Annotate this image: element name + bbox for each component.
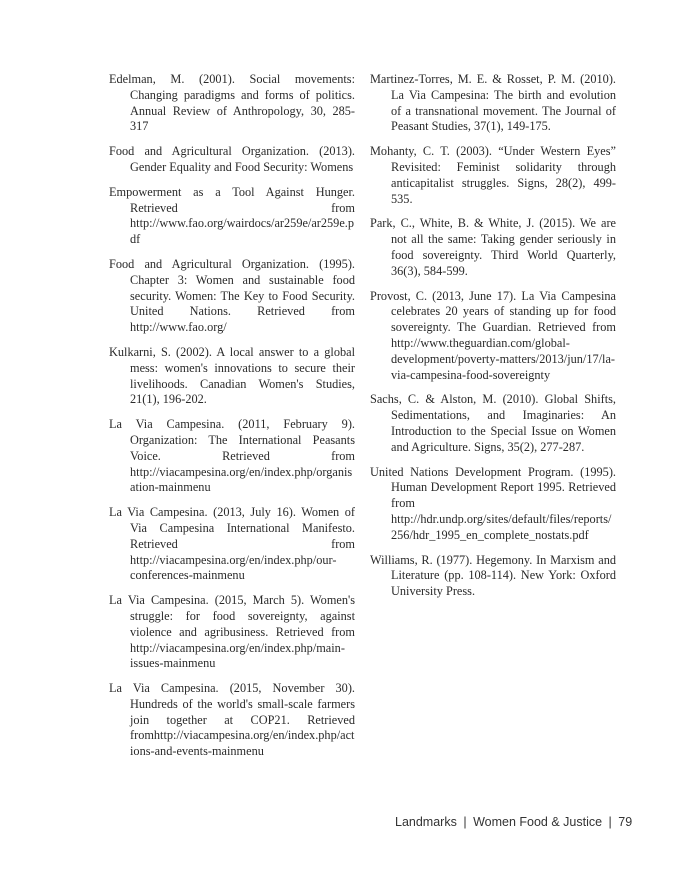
reference-entry: Martinez-Torres, M. E. & Rosset, P. M. (2010). La Via Campesina: The birth and evolution of a transnational movement. The Journal of Peasant Studies, 37(1), 149-175. xyxy=(370,72,616,134)
reference-entry: Empowerment as a Tool Against Hunger. Retrieved from http://www.fao.org/wairdocs/ar259e/ar259e.pdf xyxy=(109,184,355,247)
reference-entry: Park, C., White, B. & White, J. (2015). We are not all the same: Taking gender seriously in food sovereignty. Third World Quarterly, 36(3), 584-599. xyxy=(370,216,616,278)
footer-separator: | xyxy=(608,815,612,829)
reference-entry: Kulkarni, S. (2002). A local answer to a global mess: women's innovations to secure their livelihoods. Canadian Women's Studies, 21(1), 196-202. xyxy=(109,344,355,407)
footer-section-title: Women Food & Justice xyxy=(473,815,603,829)
reference-entry: La Via Campesina. (2011, February 9). Organization: The International Peasants Voice. Retrieved from http://viacampesina.org/en/index.php/organisation-mainmenu xyxy=(109,417,355,495)
reference-entry: Sachs, C. & Alston, M. (2010). Global Shifts, Sedimentations, and Imaginaries: An Introduction to the Special Issue on Women and Agriculture. Signs, 35(2), 277-287. xyxy=(370,392,616,454)
reference-entry: Edelman, M. (2001). Social movements: Changing paradigms and forms of politics. Annual Review of Anthropology, 30, 285-317 xyxy=(109,72,355,134)
references-column-right xyxy=(370,72,616,609)
reference-entry: La Via Campesina. (2013, July 16). Women of Via Campesina International Manifesto. Retrieved from http://viacampesina.org/en/index.php/our-conferences-mainmenu xyxy=(109,505,355,583)
reference-entry: United Nations Development Program. (1995). Human Development Report 1995. Retrieved from http://hdr.undp.org/sites/default/files/reports/256/hdr_1995_en_complete_nostats.pdf xyxy=(370,464,616,542)
reference-entry: Mohanty, C. T. (2003). “Under Western Eyes” Revisited: Feminist solidarity through anticapitalist struggles. Signs, 28(2), 499-535. xyxy=(370,144,616,206)
reference-entry: Provost, C. (2013, June 17). La Via Campesina celebrates 20 years of standing up for food sovereignty. The Guardian. Retrieved from http://www.theguardian.com/global-development/poverty-matters/2013/jun/17/la-via-campesina-food-sovereignty xyxy=(370,288,616,382)
reference-entry: La Via Campesina. (2015, November 30). Hundreds of the world's small-scale farmers join together at COP21. Retrieved fromhttp://viacampesina.org/en/index.php/actions-and-events-mainmenu xyxy=(109,681,355,759)
footer-journal-name: Landmarks xyxy=(395,815,457,829)
reference-entry: La Via Campesina. (2015, March 5). Women's struggle: for food sovereignty, against violence and agribusiness. Retrieved from http://viacampesina.org/en/index.php/main-issues-mainmenu xyxy=(109,593,355,671)
footer-separator: | xyxy=(463,815,467,829)
references-column-left xyxy=(109,72,355,769)
reference-entry: Williams, R. (1977). Hegemony. In Marxism and Literature (pp. 108-114). New York: Oxford University Press. xyxy=(370,552,616,599)
page-number: 79 xyxy=(618,815,633,829)
page-footer xyxy=(395,815,635,829)
reference-entry: Food and Agricultural Organization. (2013). Gender Equality and Food Security: Womens xyxy=(109,144,355,174)
reference-entry: Food and Agricultural Organization. (1995). Chapter 3: Women and sustainable food security. Women: The Key to Food Security. United Nations. Retrieved from http://www.fao.org/ xyxy=(109,256,355,335)
